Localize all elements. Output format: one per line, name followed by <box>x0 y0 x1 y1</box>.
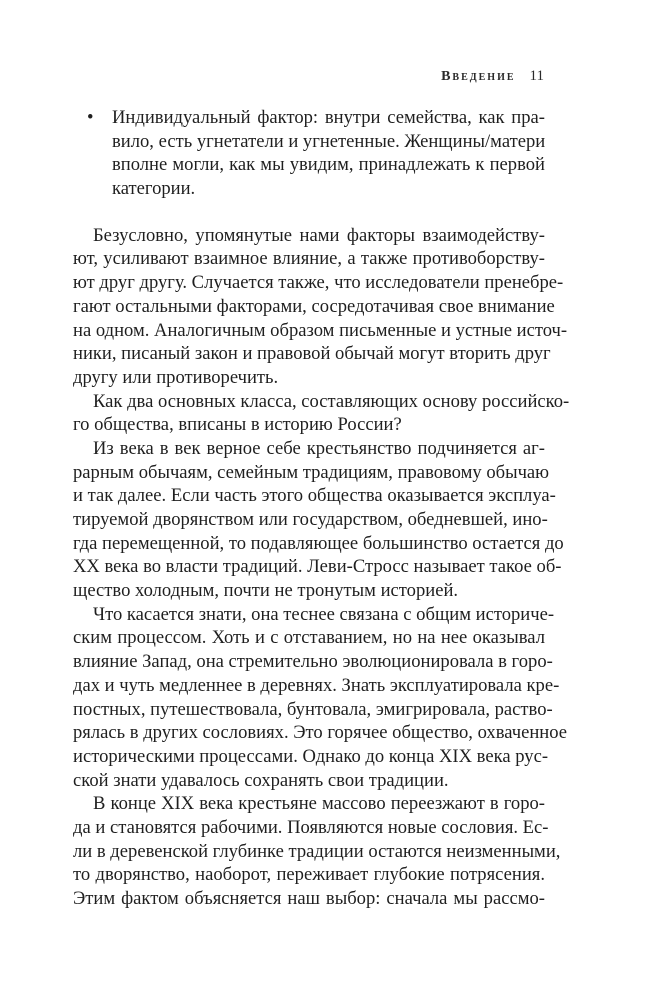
section-gap <box>73 201 545 224</box>
text-line: постных, путешествовала, бунтовала, эмигрировала, раство- <box>73 698 553 720</box>
text-line: ют друг другу. Случается также, что исследователи пренебре- <box>73 272 564 294</box>
text-line: Этим фактом объясняется наш выбор: сначала мы рассмо- <box>73 888 545 909</box>
text-line: да и становятся рабочими. Появляются новые сословия. Ес- <box>73 816 549 838</box>
text-line: тируемой дворянством или государством, обедневшей, ино- <box>73 509 548 530</box>
text-line: В конце XIX века крестьяне массово переезжают в горо- <box>93 793 545 815</box>
page-number: 11 <box>529 68 544 84</box>
text-line: XX века во власти традиций. Леви-Стросс называет такое об- <box>73 556 562 578</box>
running-head <box>441 68 544 85</box>
text-line: Из века в век верное себе крестьянство подчиняется аг- <box>93 437 545 459</box>
text-line: Безусловно, упомянутые нами факторы взаимодейству- <box>93 224 545 246</box>
text-line: ют, усиливают взаимное влияние, а также противоборству- <box>73 248 545 270</box>
text-line: то дворянство, наоборот, переживает глубокие потрясения. <box>73 864 545 886</box>
text-line: вполне могли, как мы увидим, принадлежать к первой <box>112 154 545 176</box>
text-line: Как два основных класса, составляющих основу российско- <box>93 390 570 412</box>
body-text <box>73 106 570 911</box>
text-line: рарным обычаям, семейным традициям, правовому обычаю <box>73 461 550 483</box>
text-line: на одном. Аналогичным образом письменные и устные источ- <box>73 319 568 341</box>
text-line: ским процессом. Хоть и с отставанием, но на нее оказывал <box>73 627 545 649</box>
text-line: ской знати удавалось сохранять свои традиции. <box>73 769 449 791</box>
text-line: категории. <box>112 178 196 200</box>
text-line: влияние Запад, она стремительно эволюционировала в горо- <box>73 651 553 673</box>
paragraph <box>73 603 568 793</box>
text-line: и так далее. Если часть этого общества оказывается эксплуа- <box>73 485 556 507</box>
text-line: вило, есть угнетатели и угнетенные. Женщины/матери <box>112 130 546 152</box>
paragraph <box>73 437 564 603</box>
text-line: щество холодным, почти не тронутым историей. <box>73 580 459 602</box>
text-line: рялась в других сословиях. Это горячее общество, охваченное <box>73 722 568 744</box>
bullet-marker: • <box>87 107 94 128</box>
paragraph <box>73 224 568 390</box>
text-line: го общества, вписаны в историю России? <box>73 414 402 436</box>
text-line: ли в деревенской глубинке традиции остаются неизменными, <box>73 840 561 862</box>
running-head-section: Введение <box>441 69 516 84</box>
text-line: историческими процессами. Однако до конца XIX века рус- <box>73 745 549 767</box>
text-line: гда перемещенной, то подавляющее большинство остается до <box>73 532 564 554</box>
text-line: другу или противоречить. <box>73 366 279 388</box>
paragraph <box>73 792 561 910</box>
text-line: Индивидуальный фактор: внутри семейства, как пра- <box>112 107 545 128</box>
bullet-item <box>73 106 545 201</box>
text-line: Что касается знати, она теснее связана с общим историче- <box>93 603 555 625</box>
text-line: гают остальными факторами, сосредотачивая свое внимание <box>73 295 555 317</box>
paragraph <box>73 390 570 437</box>
text-line: ники, писаный закон и правовой обычай могут вторить друг <box>73 343 551 365</box>
text-line: дах и чуть медленнее в деревнях. Знать эксплуатировала кре- <box>73 674 560 696</box>
